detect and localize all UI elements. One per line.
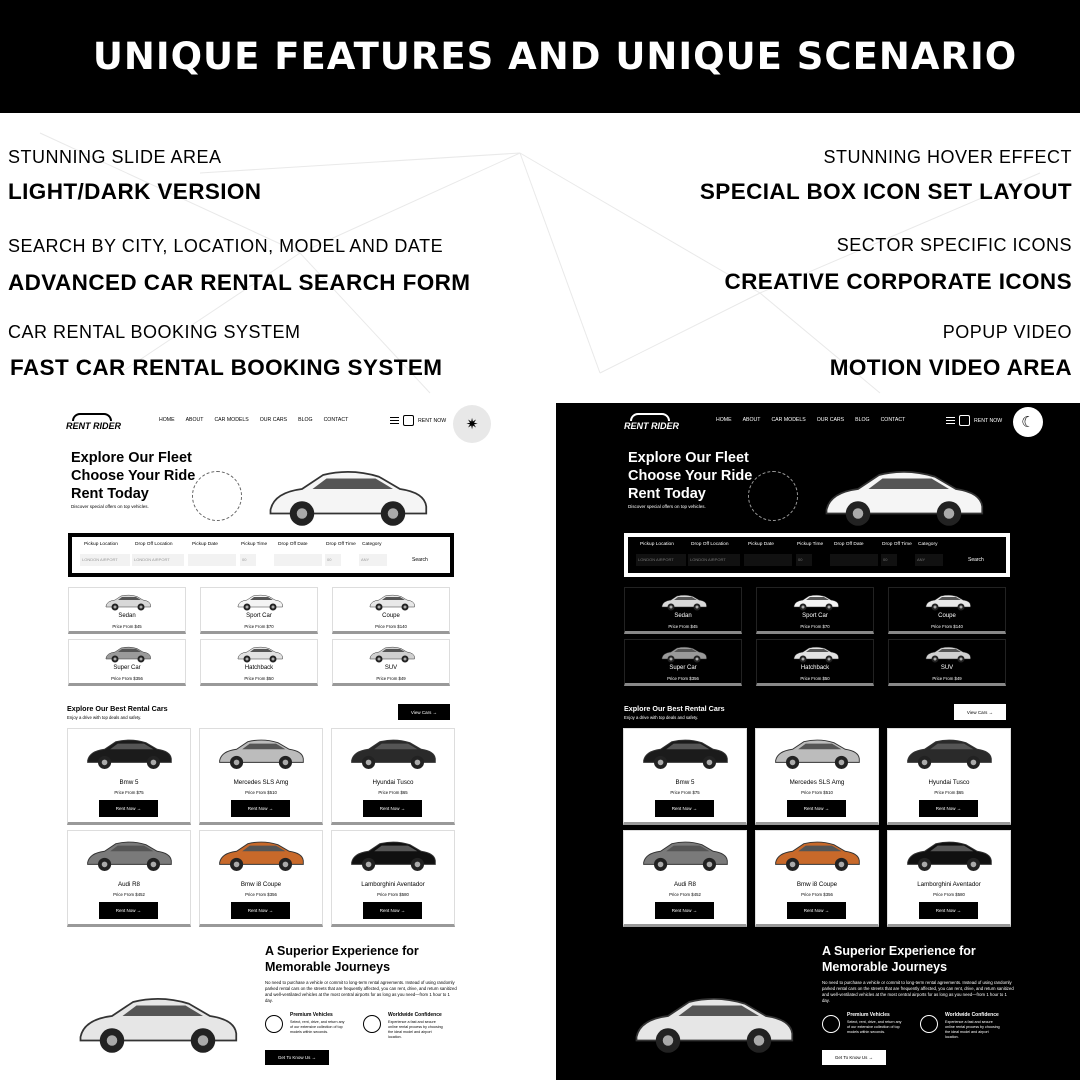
hero-line-2: Choose Your Ride (628, 468, 753, 484)
car-card-image (770, 733, 864, 773)
category-name: Hatchback (244, 665, 274, 671)
car-image (650, 644, 718, 664)
hero-car-image (816, 455, 991, 537)
superior-car-image (70, 983, 245, 1063)
light-version-preview (32, 403, 556, 1080)
dark-version-preview (556, 403, 1080, 1080)
car-image (346, 835, 440, 875)
nav-item-about[interactable]: ABOUT (742, 417, 761, 423)
site-logo[interactable] (66, 413, 122, 431)
category-name: Super Car (113, 665, 141, 671)
superior-title (822, 943, 1022, 975)
nav-item-contact[interactable]: CONTACT (323, 417, 349, 423)
best-cars-subtitle: Enjoy a drive with top deals and safety. (624, 715, 699, 720)
car-price: Price From $356 (801, 892, 833, 897)
car-name: Bmw i8 Coupe (240, 881, 282, 888)
globe-icon (920, 1015, 938, 1033)
car-card (887, 728, 1011, 825)
superior-title (265, 943, 465, 975)
category-price: Price From $50 (244, 676, 274, 681)
car-image (226, 644, 294, 664)
best-cars-title: Explore Our Best Rental Cars (67, 704, 168, 713)
car-price: Price From $580 (377, 892, 409, 897)
car-name: Mercedes SLS Amg (233, 779, 289, 786)
category-card[interactable] (332, 639, 450, 686)
category-name: SUV (940, 665, 954, 671)
car-search-form (624, 533, 1010, 577)
car-card-image (214, 733, 308, 773)
service-description: Select, rent, drive, and return any of our extensive collection of top models within seconds. (290, 1020, 345, 1034)
search-field-label: Category (362, 542, 382, 547)
car-image (914, 592, 982, 612)
car-price: Price From $75 (670, 790, 700, 795)
superior-description: No need to purchase a vehicle or commit to long-term rental agreements. Instead of using randomly parked rental cars on the streets that are frequently affected, you can rent, drive, and return sanitized and well-ventilated vehicles at the most central airports for as long as you need—from 1 hour to 1 day. (822, 980, 1014, 1003)
category-car-image (782, 644, 850, 664)
feature-title-6: MOTION VIDEO AREA (829, 355, 1072, 380)
category-select[interactable]: ANY (359, 554, 387, 566)
car-name: Bmw 5 (675, 779, 695, 786)
site-logo[interactable] (624, 413, 680, 431)
main-nav (159, 417, 348, 423)
car-name: Bmw 5 (119, 779, 139, 786)
category-name: Sedan (674, 613, 692, 619)
sun-icon[interactable]: ✷ (453, 405, 491, 443)
car-name: Lamborghini Aventador (361, 881, 425, 888)
car-card-image (346, 835, 440, 875)
car-image (902, 733, 996, 773)
rent-now-button[interactable]: Rent Now → (919, 902, 978, 919)
category-car-image (914, 592, 982, 612)
pickup-time-select[interactable]: 00 (796, 554, 812, 566)
rent-now-label: RENT NOW (418, 417, 447, 424)
rent-now-button[interactable]: Rent Now → (231, 800, 290, 817)
search-field-label: Drop Off Time (326, 542, 356, 547)
category-card[interactable] (68, 587, 186, 634)
globe-icon (363, 1015, 381, 1033)
category-price: Price From $140 (375, 624, 407, 629)
search-field-label: Pickup Time (797, 542, 824, 547)
steering-wheel-icon (265, 1015, 283, 1033)
car-price: Price From $65 (378, 790, 408, 795)
dropoff-location-select[interactable]: LONDON AIRPORT (132, 554, 184, 566)
get-to-know-us-button[interactable]: Get To Know Us → (822, 1050, 886, 1065)
category-price: Price From $70 (244, 624, 274, 629)
category-price: Price From $356 (667, 676, 699, 681)
car-name: Bmw i8 Coupe (796, 881, 838, 888)
category-car-image (650, 644, 718, 664)
car-card (331, 728, 455, 825)
nav-item-home[interactable]: HOME (159, 417, 175, 423)
search-field-label: Drop Off Time (882, 542, 912, 547)
category-name: Hatchback (800, 665, 830, 671)
car-card-image (770, 835, 864, 875)
category-card[interactable] (624, 639, 742, 686)
search-field-label: Drop Off Location (691, 542, 729, 547)
view-cars-button[interactable]: View Cars → (398, 704, 450, 720)
category-card[interactable] (68, 639, 186, 686)
feature-sub-6: POPUP VIDEO (942, 322, 1072, 342)
category-price: Price From $356 (111, 676, 143, 681)
service-description: Experience a fast and secure online rental process by choosing the ideal model and airport location. (388, 1020, 443, 1039)
car-image (94, 592, 162, 612)
search-field-label: Pickup Location (84, 542, 118, 547)
car-image (214, 733, 308, 773)
car-price: Price From $75 (114, 790, 144, 795)
car-image (214, 835, 308, 875)
rotating-badge[interactable] (748, 471, 798, 521)
car-image (82, 835, 176, 875)
best-cars-subtitle: Enjoy a drive with top deals and safety. (67, 715, 142, 720)
car-card-image (902, 733, 996, 773)
pickup-date-input[interactable] (744, 554, 792, 566)
car-image (782, 592, 850, 612)
dropoff-time-select[interactable]: 00 (881, 554, 897, 566)
nav-item-home[interactable]: HOME (716, 417, 732, 423)
car-price: Price From $452 (669, 892, 701, 897)
car-price: Price From $510 (245, 790, 277, 795)
category-price: Price From $50 (800, 676, 830, 681)
feature-sub-3: CAR RENTAL BOOKING SYSTEM (8, 322, 301, 342)
car-price: Price From $580 (933, 892, 965, 897)
hero-line-3: Rent Today (71, 486, 149, 502)
category-car-image (94, 592, 162, 612)
car-name: Audi R8 (117, 881, 140, 888)
feature-title-5: CREATIVE CORPORATE ICONS (724, 269, 1072, 294)
search-button[interactable]: Search (968, 557, 984, 563)
site-header (556, 403, 1080, 439)
rent-now-button[interactable]: Rent Now → (363, 800, 422, 817)
category-car-image (782, 592, 850, 612)
feature-title-3: FAST CAR RENTAL BOOKING SYSTEM (10, 355, 443, 380)
car-name: Hyundai Tusco (928, 779, 970, 786)
nav-item-car-models[interactable]: CAR MODELS (771, 417, 806, 423)
category-price: Price From $45 (668, 624, 698, 629)
car-image (358, 644, 426, 664)
car-card-image (214, 835, 308, 875)
pickup-date-input[interactable] (188, 554, 236, 566)
car-card (623, 830, 747, 927)
superior-title-line-1: A Superior Experience for (822, 944, 976, 958)
best-cars-title: Explore Our Best Rental Cars (624, 704, 725, 713)
category-name: Super Car (669, 665, 697, 671)
hero-line-3: Rent Today (628, 486, 706, 502)
service-title: Premium Vehicles (290, 1012, 333, 1018)
category-card[interactable] (888, 639, 1006, 686)
car-card-image (902, 835, 996, 875)
search-field-label: Pickup Date (748, 542, 774, 547)
feature-title-1: LIGHT/DARK VERSION (8, 179, 262, 204)
car-name: Audi R8 (673, 881, 696, 888)
car-image (260, 455, 435, 537)
rotating-badge[interactable] (192, 471, 242, 521)
category-price: Price From $45 (112, 624, 142, 629)
car-price: Price From $65 (934, 790, 964, 795)
rent-now-label: RENT NOW (974, 417, 1003, 424)
superior-car-image (626, 983, 801, 1063)
feature-sub-5: SECTOR SPECIFIC ICONS (836, 235, 1072, 255)
category-card[interactable] (624, 587, 742, 634)
category-price: Price From $140 (931, 624, 963, 629)
feature-sub-4: STUNNING HOVER EFFECT (823, 147, 1072, 167)
category-card[interactable] (756, 587, 874, 634)
logo-text: RENT RIDER (624, 421, 680, 431)
rent-now-link[interactable] (946, 415, 1002, 426)
car-card-image (346, 733, 440, 773)
dropoff-location-select[interactable]: LONDON AIRPORT (688, 554, 740, 566)
nav-item-our-cars[interactable]: OUR CARS (259, 417, 288, 423)
car-card (331, 830, 455, 927)
car-image (346, 733, 440, 773)
service-description: Select, rent, drive, and return any of our extensive collection of top models within seconds. (847, 1020, 902, 1034)
hero-line-1: Explore Our Fleet (71, 450, 192, 466)
search-field-label: Drop Off Date (278, 542, 308, 547)
category-price: Price From $70 (800, 624, 830, 629)
car-card (755, 830, 879, 927)
category-card[interactable] (332, 587, 450, 634)
category-price: Price From $49 (376, 676, 406, 681)
car-card (623, 728, 747, 825)
car-image (770, 835, 864, 875)
rent-now-button[interactable]: Rent Now → (787, 800, 846, 817)
car-image (358, 592, 426, 612)
car-card (67, 728, 191, 825)
category-name: Sport Car (802, 613, 828, 619)
nav-item-contact[interactable]: CONTACT (880, 417, 906, 423)
car-image (816, 455, 991, 537)
search-field-label: Drop Off Location (135, 542, 173, 547)
superior-description: No need to purchase a vehicle or commit to long-term rental agreements. Instead of using randomly parked rental cars on the streets that are frequently affected, you can rent, drive, and return sanitized and well-ventilated vehicles at the most central airports for as long as you need—from 1 hour to 1 day. (265, 980, 457, 1003)
view-cars-button[interactable]: View Cars → (954, 704, 1006, 720)
category-car-image (94, 644, 162, 664)
menu-icon[interactable] (946, 417, 955, 424)
nav-item-car-models[interactable]: CAR MODELS (214, 417, 249, 423)
category-price: Price From $49 (932, 676, 962, 681)
rent-now-button[interactable]: Rent Now → (363, 902, 422, 919)
hero-line-2: Choose Your Ride (71, 468, 196, 484)
superior-title-line-1: A Superior Experience for (265, 944, 419, 958)
service-title: Worldwide Confidence (945, 1012, 999, 1018)
menu-icon[interactable] (390, 417, 399, 424)
hero-line-1: Explore Our Fleet (628, 450, 749, 466)
dropoff-time-select[interactable]: 00 (325, 554, 341, 566)
category-card[interactable] (888, 587, 1006, 634)
search-field-label: Category (918, 542, 938, 547)
dropoff-date-input[interactable] (274, 554, 322, 566)
car-card (199, 830, 323, 927)
car-card-image (638, 835, 732, 875)
category-name: Sport Car (246, 613, 272, 619)
category-car-image (358, 644, 426, 664)
car-card (67, 830, 191, 927)
banner-title: UNIQUE FEATURES AND UNIQUE SCENARIO (92, 35, 1018, 78)
service-title: Premium Vehicles (847, 1012, 890, 1018)
rent-now-button[interactable]: Rent Now → (655, 902, 714, 919)
search-field-label: Pickup Time (241, 542, 268, 547)
hero-car-image (260, 455, 435, 537)
car-price: Price From $452 (113, 892, 145, 897)
category-select[interactable]: ANY (915, 554, 943, 566)
category-card[interactable] (200, 639, 318, 686)
car-image (82, 733, 176, 773)
car-card (755, 728, 879, 825)
service-title: Worldwide Confidence (388, 1012, 442, 1018)
category-name: Sedan (118, 613, 136, 619)
car-price: Price From $510 (801, 790, 833, 795)
rent-now-button[interactable]: Rent Now → (787, 902, 846, 919)
hero-title (71, 449, 195, 503)
pickup-location-select[interactable]: LONDON AIRPORT (636, 554, 686, 566)
pickup-time-select[interactable]: 00 (240, 554, 256, 566)
superior-title-line-2: Memorable Journeys (265, 960, 391, 974)
car-image (626, 983, 801, 1063)
calendar-icon (959, 415, 970, 426)
car-image (902, 835, 996, 875)
feature-title-2: ADVANCED CAR RENTAL SEARCH FORM (8, 270, 471, 295)
logo-text: RENT RIDER (66, 421, 122, 431)
category-card[interactable] (756, 639, 874, 686)
category-card[interactable] (200, 587, 318, 634)
car-image (914, 644, 982, 664)
pickup-location-select[interactable]: LONDON AIRPORT (80, 554, 130, 566)
category-name: Coupe (938, 613, 956, 619)
superior-title-line-2: Memorable Journeys (822, 960, 948, 974)
category-car-image (358, 592, 426, 612)
feature-sub-2: SEARCH BY CITY, LOCATION, MODEL AND DATE (8, 236, 444, 256)
car-image (226, 592, 294, 612)
service-description: Experience a fast and secure online rental process by choosing the ideal model and airport location. (945, 1020, 1000, 1039)
car-card-image (82, 835, 176, 875)
top-banner (0, 0, 1080, 113)
category-car-image (650, 592, 718, 612)
car-image (770, 733, 864, 773)
car-name: Lamborghini Aventador (917, 881, 981, 888)
dropoff-date-input[interactable] (830, 554, 878, 566)
category-car-image (226, 592, 294, 612)
rent-now-button[interactable]: Rent Now → (99, 902, 158, 919)
rent-now-link[interactable] (390, 415, 446, 426)
steering-wheel-icon (822, 1015, 840, 1033)
hero-subtitle: Discover special offers on top vehicles. (71, 504, 149, 509)
search-field-label: Pickup Location (640, 542, 674, 547)
car-image (70, 983, 245, 1063)
get-to-know-us-button[interactable]: Get To Know Us → (265, 1050, 329, 1065)
moon-icon[interactable]: ☾ (1013, 407, 1043, 437)
rent-now-button[interactable]: Rent Now → (655, 800, 714, 817)
car-card (887, 830, 1011, 927)
search-field-label: Pickup Date (192, 542, 218, 547)
car-price: Price From $356 (245, 892, 277, 897)
rent-now-button[interactable]: Rent Now → (99, 800, 158, 817)
car-card (199, 728, 323, 825)
hero-subtitle: Discover special offers on top vehicles. (628, 504, 706, 509)
car-search-form (68, 533, 454, 577)
category-car-image (226, 644, 294, 664)
rent-now-button[interactable]: Rent Now → (231, 902, 290, 919)
car-card-image (638, 733, 732, 773)
site-header (32, 403, 556, 439)
main-nav (716, 417, 905, 423)
car-image (638, 733, 732, 773)
category-car-image (914, 644, 982, 664)
feature-title-4: SPECIAL BOX ICON SET LAYOUT (699, 179, 1072, 204)
car-image (782, 644, 850, 664)
hero-title (628, 449, 752, 503)
nav-item-about[interactable]: ABOUT (185, 417, 204, 423)
car-name: Hyundai Tusco (372, 779, 414, 786)
feature-sub-1: STUNNING SLIDE AREA (8, 147, 222, 167)
search-button[interactable]: Search (412, 557, 428, 563)
category-name: SUV (384, 665, 398, 671)
car-image (650, 592, 718, 612)
nav-item-blog[interactable]: BLOG (855, 417, 870, 423)
car-name: Mercedes SLS Amg (789, 779, 845, 786)
car-image (638, 835, 732, 875)
nav-item-our-cars[interactable]: OUR CARS (816, 417, 845, 423)
car-card-image (82, 733, 176, 773)
rent-now-button[interactable]: Rent Now → (919, 800, 978, 817)
search-field-label: Drop Off Date (834, 542, 864, 547)
category-name: Coupe (382, 613, 400, 619)
nav-item-blog[interactable]: BLOG (298, 417, 313, 423)
car-image (94, 644, 162, 664)
calendar-icon (403, 415, 414, 426)
